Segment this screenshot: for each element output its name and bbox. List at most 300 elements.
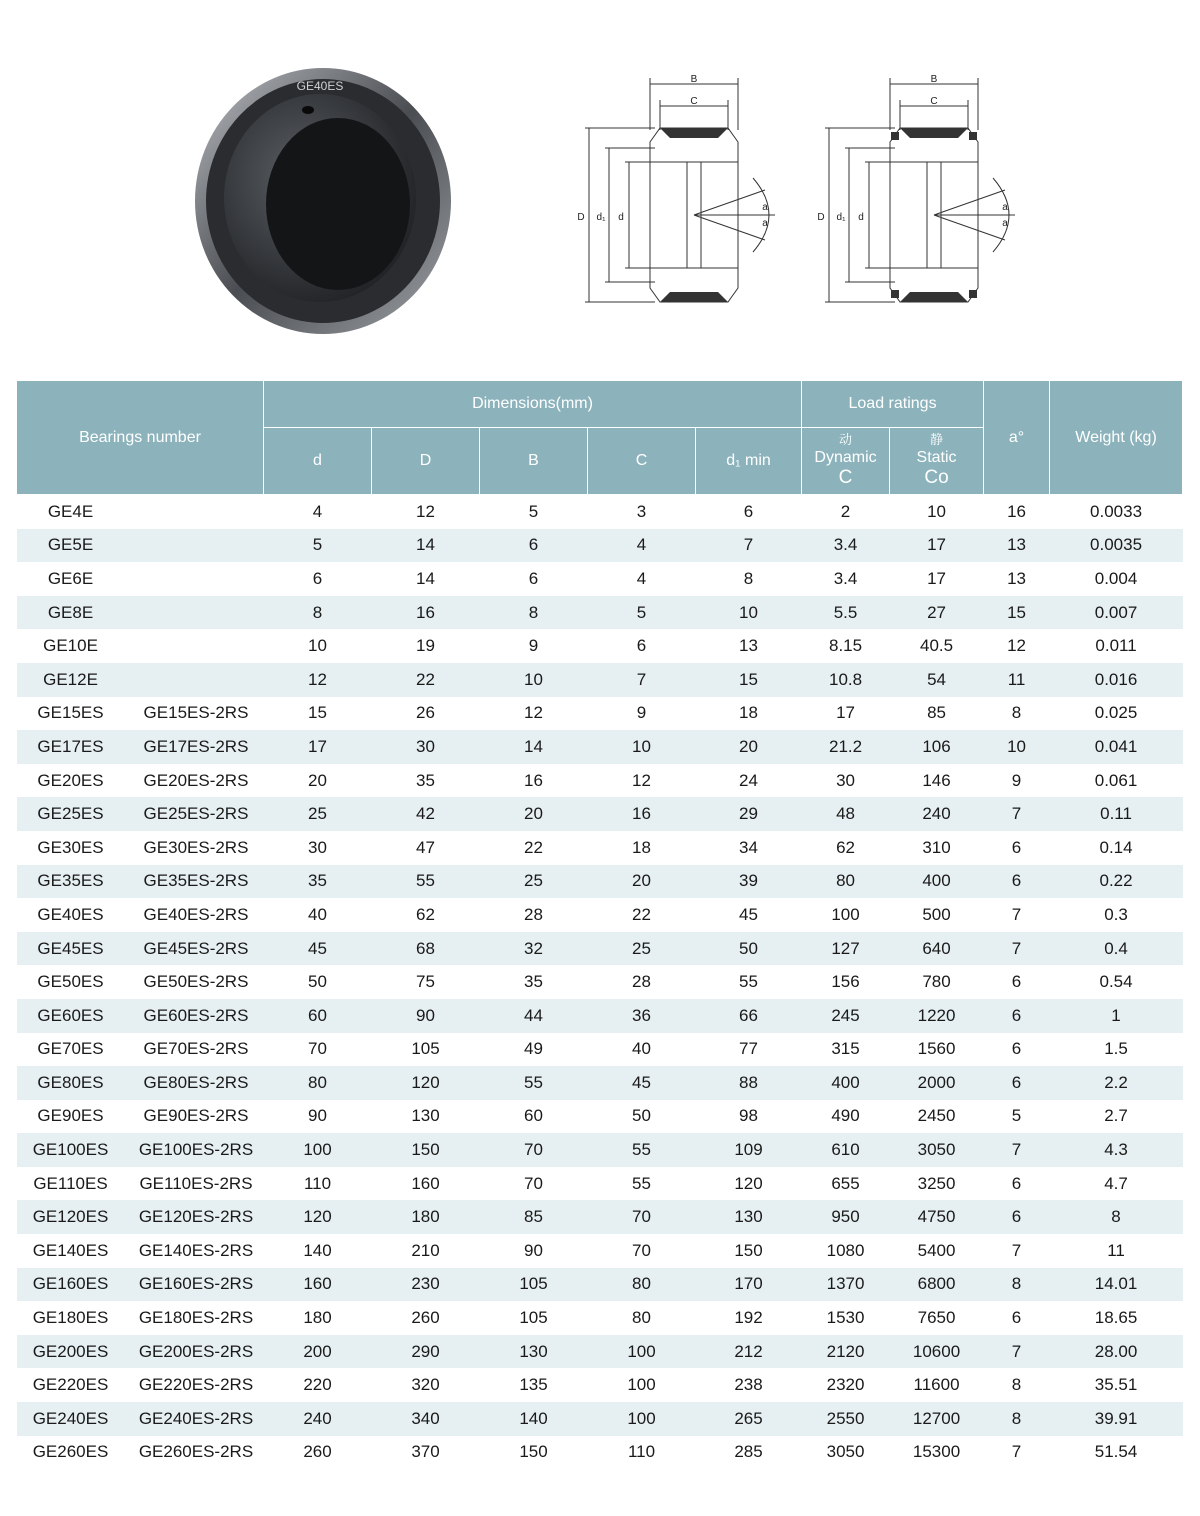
bearing-number: GE10E — [17, 629, 119, 663]
table-row — [17, 764, 1183, 798]
dynamic-load-value: 1530 — [802, 1301, 890, 1335]
d-value: 10 — [264, 629, 372, 663]
B-value: 22 — [480, 831, 588, 865]
B-value: 16 — [480, 764, 588, 798]
d1-min-value: 34 — [696, 831, 802, 865]
C-value: 25 — [588, 932, 696, 966]
label-a-upper: a — [762, 202, 768, 213]
bearing-number: GE60ES — [17, 999, 119, 1033]
B-value: 105 — [480, 1301, 588, 1335]
C-value: 70 — [588, 1234, 696, 1268]
weight-value: 1 — [1050, 999, 1183, 1033]
D-value: 35 — [372, 764, 480, 798]
weight-value: 0.025 — [1050, 697, 1183, 731]
C-value: 100 — [588, 1402, 696, 1436]
weight-value: 18.65 — [1050, 1301, 1183, 1335]
C-value: 55 — [588, 1167, 696, 1201]
d1-min-value: 20 — [696, 730, 802, 764]
B-value: 8 — [480, 596, 588, 630]
B-value: 35 — [480, 965, 588, 999]
alpha-value: 7 — [984, 932, 1050, 966]
B-value: 12 — [480, 697, 588, 731]
weight-value: 2.7 — [1050, 1100, 1183, 1134]
B-value: 9 — [480, 629, 588, 663]
header-dimensions: Dimensions(mm) — [264, 381, 802, 428]
alpha-value: 16 — [984, 495, 1050, 529]
D-value: 68 — [372, 932, 480, 966]
C-value: 5 — [588, 596, 696, 630]
table-row — [17, 1301, 1183, 1335]
sealed-bearing-number: GE50ES-2RS — [119, 965, 264, 999]
D-value: 160 — [372, 1167, 480, 1201]
table-row — [17, 865, 1183, 899]
sealed-bearing-number: GE110ES-2RS — [119, 1167, 264, 1201]
alpha-value: 6 — [984, 831, 1050, 865]
static-load-value: 1560 — [890, 1033, 984, 1067]
dynamic-load-value: 30 — [802, 764, 890, 798]
dynamic-load-value: 8.15 — [802, 629, 890, 663]
alpha-value: 6 — [984, 1200, 1050, 1234]
bearing-number: GE4E — [17, 495, 119, 529]
D-value: 75 — [372, 965, 480, 999]
bearing-number: GE5E — [17, 529, 119, 563]
alpha-value: 6 — [984, 1066, 1050, 1100]
D-value: 30 — [372, 730, 480, 764]
weight-value: 0.061 — [1050, 764, 1183, 798]
static-load-value: 146 — [890, 764, 984, 798]
dynamic-load-value: 610 — [802, 1133, 890, 1167]
static-load-value: 15300 — [890, 1436, 984, 1470]
B-value: 49 — [480, 1033, 588, 1067]
bearing-photo — [192, 66, 454, 336]
weight-value: 14.01 — [1050, 1268, 1183, 1302]
sealed-bearing-number — [119, 663, 264, 697]
alpha-value: 12 — [984, 629, 1050, 663]
d-value: 12 — [264, 663, 372, 697]
alpha-value: 7 — [984, 1234, 1050, 1268]
table-row — [17, 1335, 1183, 1369]
d1-min-value: 7 — [696, 529, 802, 563]
C-value: 9 — [588, 697, 696, 731]
C-value: 80 — [588, 1301, 696, 1335]
static-load-value: 1220 — [890, 999, 984, 1033]
table-row — [17, 730, 1183, 764]
sealed-bearing-number: GE100ES-2RS — [119, 1133, 264, 1167]
weight-value: 0.016 — [1050, 663, 1183, 697]
sealed-bearing-number: GE40ES-2RS — [119, 898, 264, 932]
D-value: 180 — [372, 1200, 480, 1234]
d-value: 50 — [264, 965, 372, 999]
d1-min-value: 238 — [696, 1368, 802, 1402]
static-load-value: 2450 — [890, 1100, 984, 1134]
alpha-value: 6 — [984, 1301, 1050, 1335]
d1-min-value: 18 — [696, 697, 802, 731]
alpha-value: 7 — [984, 1133, 1050, 1167]
header-d: d — [264, 428, 372, 495]
d-value: 180 — [264, 1301, 372, 1335]
C-value: 12 — [588, 764, 696, 798]
d-value: 40 — [264, 898, 372, 932]
static-load-value: 106 — [890, 730, 984, 764]
header-weight: Weight (kg) — [1050, 381, 1183, 495]
sealed-bearing-number: GE60ES-2RS — [119, 999, 264, 1033]
table-body — [17, 495, 1183, 1470]
alpha-value: 15 — [984, 596, 1050, 630]
label-D: D — [817, 212, 825, 223]
D-value: 130 — [372, 1100, 480, 1134]
C-value: 10 — [588, 730, 696, 764]
dynamic-load-value: 2320 — [802, 1368, 890, 1402]
dynamic-load-value: 17 — [802, 697, 890, 731]
alpha-value: 6 — [984, 865, 1050, 899]
d1-min-value: 150 — [696, 1234, 802, 1268]
header-static-symbol: Co — [924, 466, 949, 488]
dynamic-load-value: 2 — [802, 495, 890, 529]
D-value: 210 — [372, 1234, 480, 1268]
weight-value: 0.007 — [1050, 596, 1183, 630]
label-a-lower: a — [762, 218, 768, 229]
bearing-number: GE110ES — [17, 1167, 119, 1201]
dynamic-load-value: 48 — [802, 797, 890, 831]
dynamic-load-value: 1370 — [802, 1268, 890, 1302]
sealed-bearing-number: GE15ES-2RS — [119, 697, 264, 731]
sealed-bearing-number — [119, 562, 264, 596]
dynamic-load-value: 490 — [802, 1100, 890, 1134]
d-value: 4 — [264, 495, 372, 529]
static-load-value: 10600 — [890, 1335, 984, 1369]
sealed-bearing-number: GE120ES-2RS — [119, 1200, 264, 1234]
bearing-number: GE160ES — [17, 1268, 119, 1302]
sealed-bearing-cross-section-diagram — [815, 70, 1035, 330]
static-load-value: 3250 — [890, 1167, 984, 1201]
sealed-bearing-number: GE20ES-2RS — [119, 764, 264, 798]
label-d1: d₁ — [836, 212, 846, 223]
header-static-cn: 静 — [930, 432, 944, 448]
alpha-value: 13 — [984, 529, 1050, 563]
d1-min-value: 130 — [696, 1200, 802, 1234]
dynamic-load-value: 3.4 — [802, 562, 890, 596]
weight-value: 0.011 — [1050, 629, 1183, 663]
d-value: 30 — [264, 831, 372, 865]
D-value: 14 — [372, 562, 480, 596]
sealed-bearing-number: GE90ES-2RS — [119, 1100, 264, 1134]
d-value: 45 — [264, 932, 372, 966]
header-d1-min: d₁ min — [696, 428, 802, 495]
B-value: 135 — [480, 1368, 588, 1402]
table-row — [17, 529, 1183, 563]
d1-min-value: 88 — [696, 1066, 802, 1100]
table-row — [17, 495, 1183, 529]
D-value: 105 — [372, 1033, 480, 1067]
bearing-number: GE45ES — [17, 932, 119, 966]
table-row — [17, 797, 1183, 831]
C-value: 100 — [588, 1335, 696, 1369]
alpha-value: 10 — [984, 730, 1050, 764]
header-dynamic-symbol: C — [838, 466, 853, 488]
bearing-number: GE80ES — [17, 1066, 119, 1100]
weight-value: 8 — [1050, 1200, 1183, 1234]
C-value: 100 — [588, 1368, 696, 1402]
bearing-number: GE180ES — [17, 1301, 119, 1335]
B-value: 70 — [480, 1133, 588, 1167]
d-value: 260 — [264, 1436, 372, 1470]
C-value: 70 — [588, 1200, 696, 1234]
bearing-number: GE50ES — [17, 965, 119, 999]
B-value: 130 — [480, 1335, 588, 1369]
d1-min-value: 212 — [696, 1335, 802, 1369]
table-row — [17, 1133, 1183, 1167]
d-value: 8 — [264, 596, 372, 630]
d1-min-value: 98 — [696, 1100, 802, 1134]
dynamic-load-value: 400 — [802, 1066, 890, 1100]
static-load-value: 4750 — [890, 1200, 984, 1234]
dynamic-load-value: 2120 — [802, 1335, 890, 1369]
dynamic-load-value: 950 — [802, 1200, 890, 1234]
d-value: 110 — [264, 1167, 372, 1201]
alpha-value: 8 — [984, 1402, 1050, 1436]
sealed-bearing-number: GE160ES-2RS — [119, 1268, 264, 1302]
B-value: 44 — [480, 999, 588, 1033]
table-row — [17, 697, 1183, 731]
D-value: 47 — [372, 831, 480, 865]
bearing-number: GE140ES — [17, 1234, 119, 1268]
C-value: 55 — [588, 1133, 696, 1167]
sealed-bearing-number — [119, 596, 264, 630]
static-load-value: 5400 — [890, 1234, 984, 1268]
D-value: 19 — [372, 629, 480, 663]
table-row — [17, 1033, 1183, 1067]
table-row — [17, 1234, 1183, 1268]
C-value: 22 — [588, 898, 696, 932]
header-C: C — [588, 428, 696, 495]
label-d1: d₁ — [596, 212, 606, 223]
label-B: B — [690, 74, 698, 85]
dynamic-load-value: 10.8 — [802, 663, 890, 697]
B-value: 150 — [480, 1436, 588, 1470]
table-row — [17, 1368, 1183, 1402]
d1-min-value: 15 — [696, 663, 802, 697]
sealed-bearing-number: GE240ES-2RS — [119, 1402, 264, 1436]
static-load-value: 12700 — [890, 1402, 984, 1436]
table-row — [17, 1167, 1183, 1201]
dynamic-load-value: 100 — [802, 898, 890, 932]
d1-min-value: 50 — [696, 932, 802, 966]
alpha-value: 9 — [984, 764, 1050, 798]
D-value: 320 — [372, 1368, 480, 1402]
static-load-value: 54 — [890, 663, 984, 697]
alpha-value: 6 — [984, 1033, 1050, 1067]
alpha-value: 7 — [984, 1335, 1050, 1369]
B-value: 5 — [480, 495, 588, 529]
B-value: 140 — [480, 1402, 588, 1436]
C-value: 28 — [588, 965, 696, 999]
header-dynamic-label: Dynamic — [814, 448, 877, 466]
d1-min-value: 24 — [696, 764, 802, 798]
table-row — [17, 1436, 1183, 1470]
D-value: 230 — [372, 1268, 480, 1302]
B-value: 70 — [480, 1167, 588, 1201]
bearing-spec-table — [16, 380, 1183, 1469]
table-row — [17, 596, 1183, 630]
label-d: d — [858, 212, 864, 223]
alpha-value: 8 — [984, 1368, 1050, 1402]
d1-min-value: 192 — [696, 1301, 802, 1335]
alpha-value: 7 — [984, 898, 1050, 932]
static-load-value: 3050 — [890, 1133, 984, 1167]
sealed-bearing-number: GE45ES-2RS — [119, 932, 264, 966]
d1-min-value: 8 — [696, 562, 802, 596]
d-value: 35 — [264, 865, 372, 899]
dynamic-load-value: 655 — [802, 1167, 890, 1201]
D-value: 62 — [372, 898, 480, 932]
B-value: 6 — [480, 529, 588, 563]
weight-value: 4.7 — [1050, 1167, 1183, 1201]
weight-value: 2.2 — [1050, 1066, 1183, 1100]
dynamic-load-value: 5.5 — [802, 596, 890, 630]
weight-value: 0.11 — [1050, 797, 1183, 831]
header-load-ratings: Load ratings — [802, 381, 984, 428]
d-value: 140 — [264, 1234, 372, 1268]
static-load-value: 640 — [890, 932, 984, 966]
static-load-value: 17 — [890, 562, 984, 596]
B-value: 6 — [480, 562, 588, 596]
bearing-number: GE25ES — [17, 797, 119, 831]
C-value: 110 — [588, 1436, 696, 1470]
sealed-bearing-number — [119, 629, 264, 663]
D-value: 150 — [372, 1133, 480, 1167]
static-load-value: 2000 — [890, 1066, 984, 1100]
C-value: 4 — [588, 562, 696, 596]
d1-min-value: 13 — [696, 629, 802, 663]
alpha-value: 6 — [984, 965, 1050, 999]
weight-value: 0.3 — [1050, 898, 1183, 932]
D-value: 55 — [372, 865, 480, 899]
header-alpha: a° — [984, 381, 1050, 495]
d-value: 220 — [264, 1368, 372, 1402]
label-a-upper: a — [1002, 202, 1008, 213]
dynamic-load-value: 2550 — [802, 1402, 890, 1436]
bearing-number: GE20ES — [17, 764, 119, 798]
weight-value: 0.4 — [1050, 932, 1183, 966]
d-value: 17 — [264, 730, 372, 764]
table-row — [17, 1402, 1183, 1436]
table-row — [17, 1268, 1183, 1302]
B-value: 10 — [480, 663, 588, 697]
d1-min-value: 285 — [696, 1436, 802, 1470]
alpha-value: 7 — [984, 1436, 1050, 1470]
static-load-value: 400 — [890, 865, 984, 899]
d1-min-value: 29 — [696, 797, 802, 831]
sealed-bearing-number: GE30ES-2RS — [119, 831, 264, 865]
bearing-number: GE12E — [17, 663, 119, 697]
alpha-value: 6 — [984, 999, 1050, 1033]
label-a-lower: a — [1002, 218, 1008, 229]
weight-value: 0.004 — [1050, 562, 1183, 596]
D-value: 290 — [372, 1335, 480, 1369]
weight-value: 0.0035 — [1050, 529, 1183, 563]
dynamic-load-value: 245 — [802, 999, 890, 1033]
static-load-value: 85 — [890, 697, 984, 731]
sealed-bearing-number: GE25ES-2RS — [119, 797, 264, 831]
alpha-value: 7 — [984, 797, 1050, 831]
static-load-value: 310 — [890, 831, 984, 865]
static-load-value: 500 — [890, 898, 984, 932]
d-value: 80 — [264, 1066, 372, 1100]
bearing-number: GE90ES — [17, 1100, 119, 1134]
bearing-number: GE260ES — [17, 1436, 119, 1470]
table-row — [17, 1200, 1183, 1234]
bearing-number: GE30ES — [17, 831, 119, 865]
table-row — [17, 629, 1183, 663]
sealed-bearing-number: GE200ES-2RS — [119, 1335, 264, 1369]
photo-stamp-text: GE40ES — [296, 79, 344, 93]
dynamic-load-value: 127 — [802, 932, 890, 966]
d-value: 200 — [264, 1335, 372, 1369]
weight-value: 28.00 — [1050, 1335, 1183, 1369]
C-value: 4 — [588, 529, 696, 563]
header-dynamic-cn: 动 — [839, 432, 853, 448]
d-value: 120 — [264, 1200, 372, 1234]
bearing-number: GE240ES — [17, 1402, 119, 1436]
weight-value: 51.54 — [1050, 1436, 1183, 1470]
table-row — [17, 663, 1183, 697]
header-dynamic — [802, 428, 890, 495]
d-value: 240 — [264, 1402, 372, 1436]
label-d: d — [618, 212, 624, 223]
d-value: 6 — [264, 562, 372, 596]
weight-value: 4.3 — [1050, 1133, 1183, 1167]
bearing-number: GE100ES — [17, 1133, 119, 1167]
sealed-bearing-number — [119, 529, 264, 563]
static-load-value: 27 — [890, 596, 984, 630]
bearing-number: GE120ES — [17, 1200, 119, 1234]
C-value: 40 — [588, 1033, 696, 1067]
D-value: 26 — [372, 697, 480, 731]
header-D: D — [372, 428, 480, 495]
table-row — [17, 898, 1183, 932]
product-illustrations — [0, 0, 1200, 370]
bearing-number: GE200ES — [17, 1335, 119, 1369]
static-load-value: 17 — [890, 529, 984, 563]
static-load-value: 6800 — [890, 1268, 984, 1302]
static-load-value: 240 — [890, 797, 984, 831]
bearing-number: GE70ES — [17, 1033, 119, 1067]
static-load-value: 11600 — [890, 1368, 984, 1402]
C-value: 80 — [588, 1268, 696, 1302]
bearing-number: GE40ES — [17, 898, 119, 932]
C-value: 50 — [588, 1100, 696, 1134]
d1-min-value: 265 — [696, 1402, 802, 1436]
D-value: 90 — [372, 999, 480, 1033]
weight-value: 39.91 — [1050, 1402, 1183, 1436]
static-load-value: 40.5 — [890, 629, 984, 663]
dynamic-load-value: 21.2 — [802, 730, 890, 764]
label-B: B — [930, 74, 938, 85]
dynamic-load-value: 1080 — [802, 1234, 890, 1268]
weight-value: 0.14 — [1050, 831, 1183, 865]
table-row — [17, 1100, 1183, 1134]
table-row — [17, 965, 1183, 999]
static-load-value: 7650 — [890, 1301, 984, 1335]
D-value: 22 — [372, 663, 480, 697]
C-value: 45 — [588, 1066, 696, 1100]
D-value: 16 — [372, 596, 480, 630]
B-value: 60 — [480, 1100, 588, 1134]
dynamic-load-value: 3050 — [802, 1436, 890, 1470]
d1-min-value: 10 — [696, 596, 802, 630]
d1-min-value: 170 — [696, 1268, 802, 1302]
sealed-bearing-number: GE180ES-2RS — [119, 1301, 264, 1335]
